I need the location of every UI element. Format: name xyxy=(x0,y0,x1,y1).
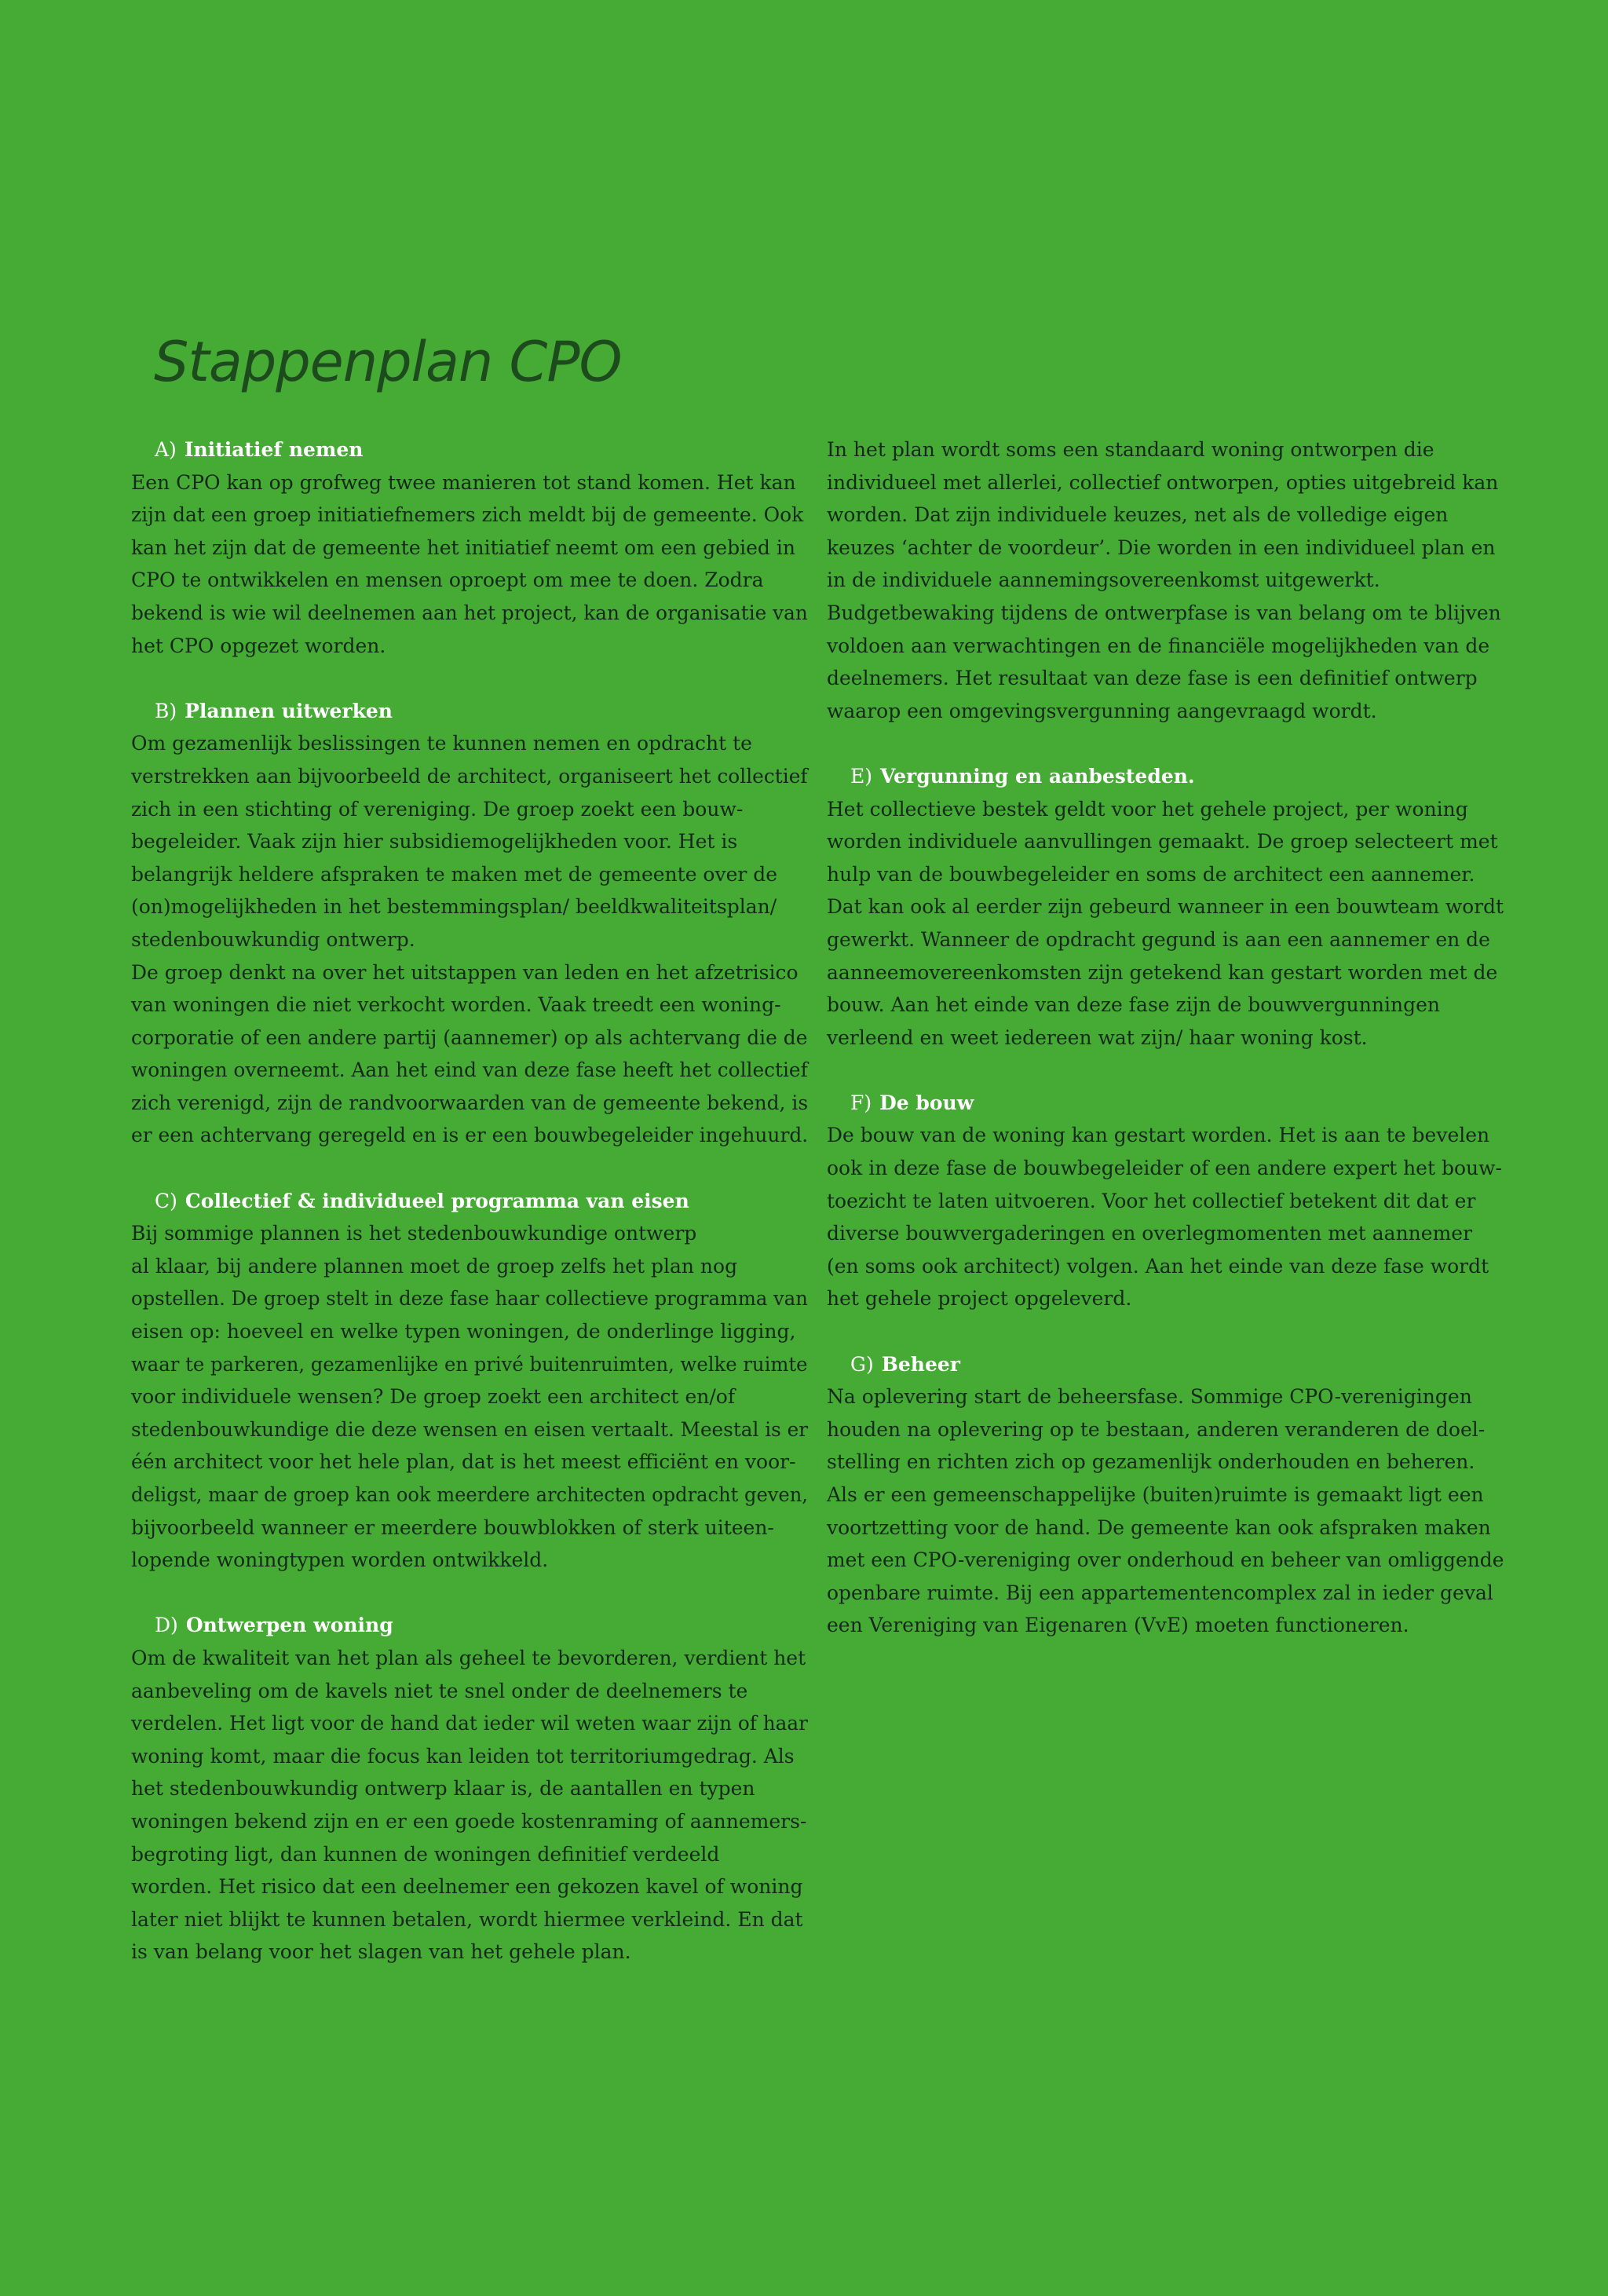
paragraph xyxy=(131,1217,808,1577)
text-line: houden na oplevering op te bestaan, anderen veranderen de doel- xyxy=(827,1417,1486,1441)
left-column xyxy=(131,433,808,2002)
text-line: diverse bouwvergaderingen en overlegmomenten met aannemer xyxy=(827,1222,1473,1245)
section-title: Beheer xyxy=(881,1352,960,1376)
text-line: worden. Het risico dat een deelnemer een gekozen kavel of woning xyxy=(131,1875,803,1899)
text-line: Als er een gemeenschappelijke (buiten)ruimte is gemaakt ligt een xyxy=(827,1483,1484,1506)
text-line: er een achtervang geregeld en is er een bouwbegeleider ingehuurd. xyxy=(131,1124,809,1147)
text-line: zich in een stichting of vereniging. De groep zoekt een bouw- xyxy=(131,797,744,821)
text-line: Dat kan ook al eerder zijn gebeurd wanneer in een bouwteam wordt xyxy=(827,895,1504,919)
text-line: waar te parkeren, gezamenlijke en privé buitenruimten, welke ruimte xyxy=(131,1352,808,1376)
text-line: van woningen die niet verkocht worden. Vaak treedt een woning- xyxy=(131,993,781,1017)
section-title: Vergunning en aanbesteden. xyxy=(880,764,1195,788)
section-title: Plannen uitwerken xyxy=(185,699,393,722)
text-line: De bouw van de woning kan gestart worden. Het is aan te bevelen xyxy=(827,1124,1490,1147)
text-line: zich verenigd, zijn de randvoorwaarden van de gemeente bekend, is xyxy=(131,1091,809,1114)
section-letter: D) xyxy=(155,1614,178,1637)
text-line: één architect voor het hele plan, dat is het meest efficiënt en voor- xyxy=(131,1450,796,1474)
text-line: stedenbouwkundig ontwerp. xyxy=(131,927,415,951)
text-line: het stedenbouwkundig ontwerp klaar is, de aantallen en typen xyxy=(131,1777,755,1801)
text-line: woning komt, maar die focus kan leiden tot territoriumgedrag. Als xyxy=(131,1744,795,1768)
text-line: Om de kwaliteit van het plan als geheel te bevorderen, verdient het xyxy=(131,1646,806,1669)
text-line: begeleider. Vaak zijn hier subsidiemogelijkheden voor. Het is xyxy=(131,830,738,854)
section-title: Collectief & individueel programma van eisen xyxy=(185,1189,689,1212)
text-line: Budgetbewaking tijdens de ontwerpfase is van belang om te blijven xyxy=(827,601,1501,624)
text-line: Om gezamenlijk beslissingen te kunnen nemen en opdracht te xyxy=(131,732,752,755)
text-line: verleend en weet iedereen wat zijn/ haar woning kost. xyxy=(827,1026,1368,1049)
text-line: Het collectieve bestek geldt voor het gehele project, per woning xyxy=(827,797,1468,821)
paragraph xyxy=(827,1380,1504,1642)
text-line: corporatie of een andere partij (aannemer) op als achtervang die de xyxy=(131,1026,808,1049)
text-line: stedenbouwkundige die deze wensen en eisen vertaalt. Meestal is er xyxy=(131,1417,809,1441)
text-line: een Vereniging van Eigenaren (VvE) moeten functioneren. xyxy=(827,1614,1409,1637)
text-line: in de individuele aannemingsovereenkomst uitgewerkt. xyxy=(827,569,1380,592)
text-line: woningen overneemt. Aan het eind van deze fase heeft het collectief xyxy=(131,1058,808,1082)
section xyxy=(827,1348,1504,1642)
section-heading xyxy=(827,760,1504,793)
text-line: openbare ruimte. Bij een appartementencomplex zal in ieder geval xyxy=(827,1581,1493,1604)
text-line: zijn dat een groep initiatiefnemers zich meldt bij de gemeente. Ook xyxy=(131,503,804,527)
section xyxy=(131,695,808,1152)
section-heading xyxy=(131,433,808,466)
paragraph xyxy=(131,956,808,1153)
text-line: al klaar, bij andere plannen moet de groep zelfs het plan nog xyxy=(131,1254,738,1278)
paragraph xyxy=(131,727,808,956)
text-line: aanneemovereenkomsten zijn getekend kan gestart worden met de xyxy=(827,960,1498,984)
section-title: Initiatief nemen xyxy=(184,438,364,461)
text-line: Een CPO kan op grofweg twee manieren tot stand komen. Het kan xyxy=(131,470,796,494)
text-line: later niet blijkt te kunnen betalen, wordt hiermee verkleind. En dat xyxy=(131,1907,803,1931)
section-heading xyxy=(827,1348,1504,1381)
text-line: deelnemers. Het resultaat van deze fase is een definitief ontwerp xyxy=(827,667,1478,690)
text-line: is van belang voor het slagen van het gehele plan. xyxy=(131,1940,631,1964)
text-line: (en soms ook architect) volgen. Aan het einde van deze fase wordt xyxy=(827,1254,1489,1278)
text-line: gewerkt. Wanneer de opdracht gegund is aan een aannemer en de xyxy=(827,927,1490,951)
text-line: bekend is wie wil deelnemen aan het project, kan de organisatie van xyxy=(131,601,808,624)
section xyxy=(827,760,1504,1054)
section-letter: C) xyxy=(155,1189,177,1212)
section-letter: F) xyxy=(850,1091,872,1114)
text-line: bouw. Aan het einde van deze fase zijn de bouwvergunningen xyxy=(827,993,1440,1017)
section-letter: B) xyxy=(155,699,177,722)
paragraph xyxy=(827,433,1504,727)
text-line: belangrijk heldere afspraken te maken met de gemeente over de xyxy=(131,862,778,886)
section-letter: G) xyxy=(850,1352,874,1376)
page-title: Stappenplan CPO xyxy=(154,330,622,394)
text-line: bijvoorbeeld wanneer er meerdere bouwblokken of sterk uiteen- xyxy=(131,1515,774,1539)
section xyxy=(131,1185,808,1577)
paragraph xyxy=(827,793,1504,1055)
text-line: voortzetting voor de hand. De gemeente kan ook afspraken maken xyxy=(827,1515,1491,1539)
text-line: individueel met allerlei, collectief ontworpen, opties uitgebreid kan xyxy=(827,470,1499,494)
text-line: het gehele project opgeleverd. xyxy=(827,1287,1132,1311)
text-line: woningen bekend zijn en er een goede kostenraming of aannemers- xyxy=(131,1809,807,1833)
section xyxy=(131,433,808,662)
paragraph xyxy=(131,1642,808,1969)
text-line: worden. Dat zijn individuele keuzes, net als de volledige eigen xyxy=(827,503,1449,527)
text-line: aanbeveling om de kavels niet te snel onder de deelnemers te xyxy=(131,1679,748,1702)
text-line: eisen op: hoeveel en welke typen woningen, de onderlinge ligging, xyxy=(131,1320,796,1344)
text-line: toezicht te laten uitvoeren. Voor het collectief betekent dit dat er xyxy=(827,1189,1476,1212)
text-line: het CPO opgezet worden. xyxy=(131,634,386,657)
text-line: lopende woningtypen worden ontwikkeld. xyxy=(131,1548,549,1572)
section xyxy=(131,1609,808,1969)
text-line: opstellen. De groep stelt in deze fase haar collectieve programma van xyxy=(131,1287,808,1311)
section-heading xyxy=(827,1087,1504,1120)
section-heading xyxy=(131,1609,808,1642)
text-line: verdelen. Het ligt voor de hand dat ieder wil weten waar zijn of haar xyxy=(131,1712,808,1735)
text-line: voldoen aan verwachtingen en de financiële mogelijkheden van de xyxy=(827,634,1490,657)
text-line: In het plan wordt soms een standaard woning ontworpen die xyxy=(827,438,1434,461)
text-line: deligst, maar de groep kan ook meerdere architecten opdracht geven, xyxy=(131,1483,808,1506)
text-line: verstrekken aan bijvoorbeeld de architect, organiseert het collectief xyxy=(131,764,808,788)
section-title: Ontwerpen woning xyxy=(185,1614,393,1637)
text-line: hulp van de bouwbegeleider en soms de architect een aannemer. xyxy=(827,862,1475,886)
text-line: stelling en richten zich op gezamenlijk onderhouden en beheren. xyxy=(827,1450,1475,1474)
section-letter: E) xyxy=(850,764,873,788)
text-line: kan het zijn dat de gemeente het initiatief neemt om een gebied in xyxy=(131,536,795,559)
section-letter: A) xyxy=(155,438,177,461)
text-line: waarop een omgevingsvergunning aangevraagd wordt. xyxy=(827,699,1377,722)
text-line: begroting ligt, dan kunnen de woningen definitief verdeeld xyxy=(131,1842,720,1866)
text-line: voor individuele wensen? De groep zoekt een architect en/of xyxy=(131,1385,736,1409)
text-line: De groep denkt na over het uitstappen van leden en het afzetrisico xyxy=(131,960,799,984)
text-line: Na oplevering start de beheersfase. Sommige CPO-verenigingen xyxy=(827,1385,1472,1409)
text-line: keuzes ‘achter de voordeur’. Die worden in een individueel plan en xyxy=(827,536,1496,559)
section-heading xyxy=(131,695,808,728)
section xyxy=(827,433,1504,727)
text-line: met een CPO-vereniging over onderhoud en beheer van omliggende xyxy=(827,1548,1504,1572)
text-line: Bij sommige plannen is het stedenbouwkundige ontwerp xyxy=(131,1222,697,1245)
paragraph xyxy=(827,1119,1504,1315)
right-column xyxy=(827,433,1504,1675)
section-heading xyxy=(131,1185,808,1218)
text-line: ook in deze fase de bouwbegeleider of een andere expert het bouw- xyxy=(827,1157,1502,1180)
text-line: worden individuele aanvullingen gemaakt. De groep selecteert met xyxy=(827,830,1498,854)
paragraph xyxy=(131,466,808,663)
text-line: CPO te ontwikkelen en mensen oproept om mee te doen. Zodra xyxy=(131,569,764,592)
section xyxy=(827,1087,1504,1315)
section-title: De bouw xyxy=(879,1091,974,1114)
text-line: (on)mogelijkheden in het bestemmingsplan/ beeldkwaliteitsplan/ xyxy=(131,895,777,919)
